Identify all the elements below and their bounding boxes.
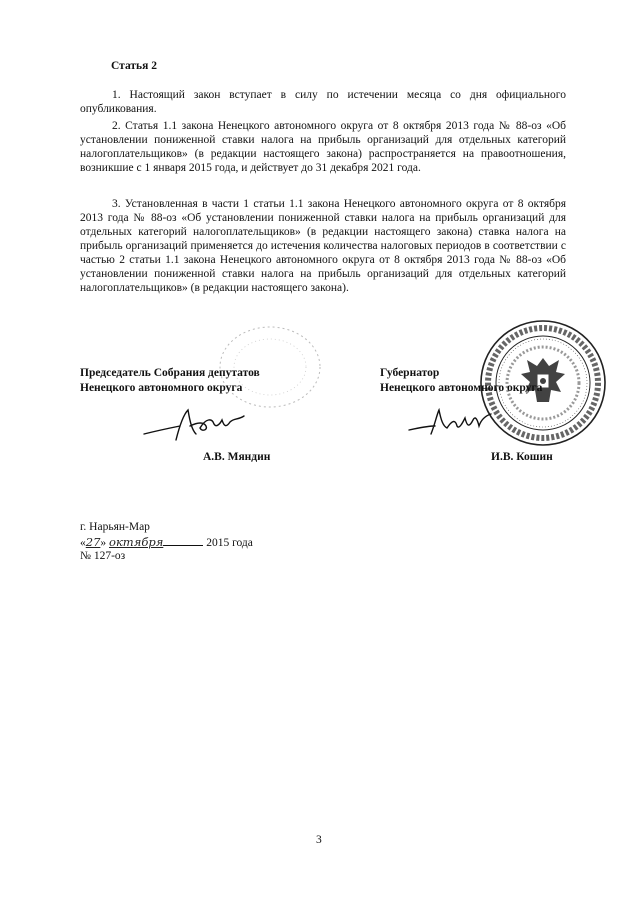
date-underline bbox=[163, 535, 203, 546]
left-title-line-2: Ненецкого автономного округа bbox=[80, 382, 243, 394]
date-year: 2015 года bbox=[206, 537, 253, 549]
date-month: октября bbox=[109, 535, 164, 549]
page-number: 3 bbox=[316, 834, 322, 846]
place-of-signing: г. Нарьян-Мар bbox=[80, 521, 150, 533]
law-number: № 127-оз bbox=[80, 550, 126, 562]
date-close-quote: » bbox=[100, 537, 107, 549]
right-title-line-1: Губернатор bbox=[380, 367, 440, 379]
date-open-quote: « bbox=[80, 537, 86, 549]
left-handwritten-signature bbox=[140, 404, 250, 444]
left-title-line-1: Председатель Собрания депутатов bbox=[80, 367, 260, 379]
right-handwritten-signature bbox=[405, 404, 495, 440]
right-signatory-title bbox=[380, 366, 542, 396]
right-signatory-name: И.В. Кошин bbox=[491, 451, 553, 463]
left-signatory-title bbox=[80, 366, 260, 396]
signing-date bbox=[80, 535, 253, 549]
date-day: 27 bbox=[85, 535, 101, 549]
article-heading: Статья 2 bbox=[111, 60, 157, 72]
left-signatory-name: А.В. Мяндин bbox=[203, 451, 271, 463]
paragraph-3: 3. Установленная в части 1 статьи 1.1 закона Ненецкого автономного округа от 8 октября 2013 года № 88-оз «Об установлении пониженной ставки налога на прибыль организаций для отдельных категорий налогоплательщиков» (в редакции настоящего закона) ставка налога на прибыль организаций применяется до истечения количества налоговых периодов в соответствии с частью 2 статьи 1.1 закона Ненецкого автономного округа от 8 октября 2013 года № 88-оз «Об установлении пониженной ставки налога на прибыль организаций для отдельных категорий налогоплательщиков» (в редакции настоящего закона). bbox=[80, 198, 566, 294]
paragraph-1: 1. Настоящий закон вступает в силу по истечении месяца со дня официального опубликования. bbox=[80, 89, 566, 115]
paragraph-2: 2. Статья 1.1 закона Ненецкого автономного округа от 8 октября 2013 года № 88-оз «Об установлении пониженной ставки налога на прибыль организаций для отдельных категорий налогоплательщиков» (в редакции настоящего закона) распространяется на правоотношения, возникшие с 1 января 2015 года, и действует до 31 декабря 2021 года. bbox=[80, 120, 566, 174]
right-title-line-2: Ненецкого автономного округа bbox=[380, 382, 543, 394]
